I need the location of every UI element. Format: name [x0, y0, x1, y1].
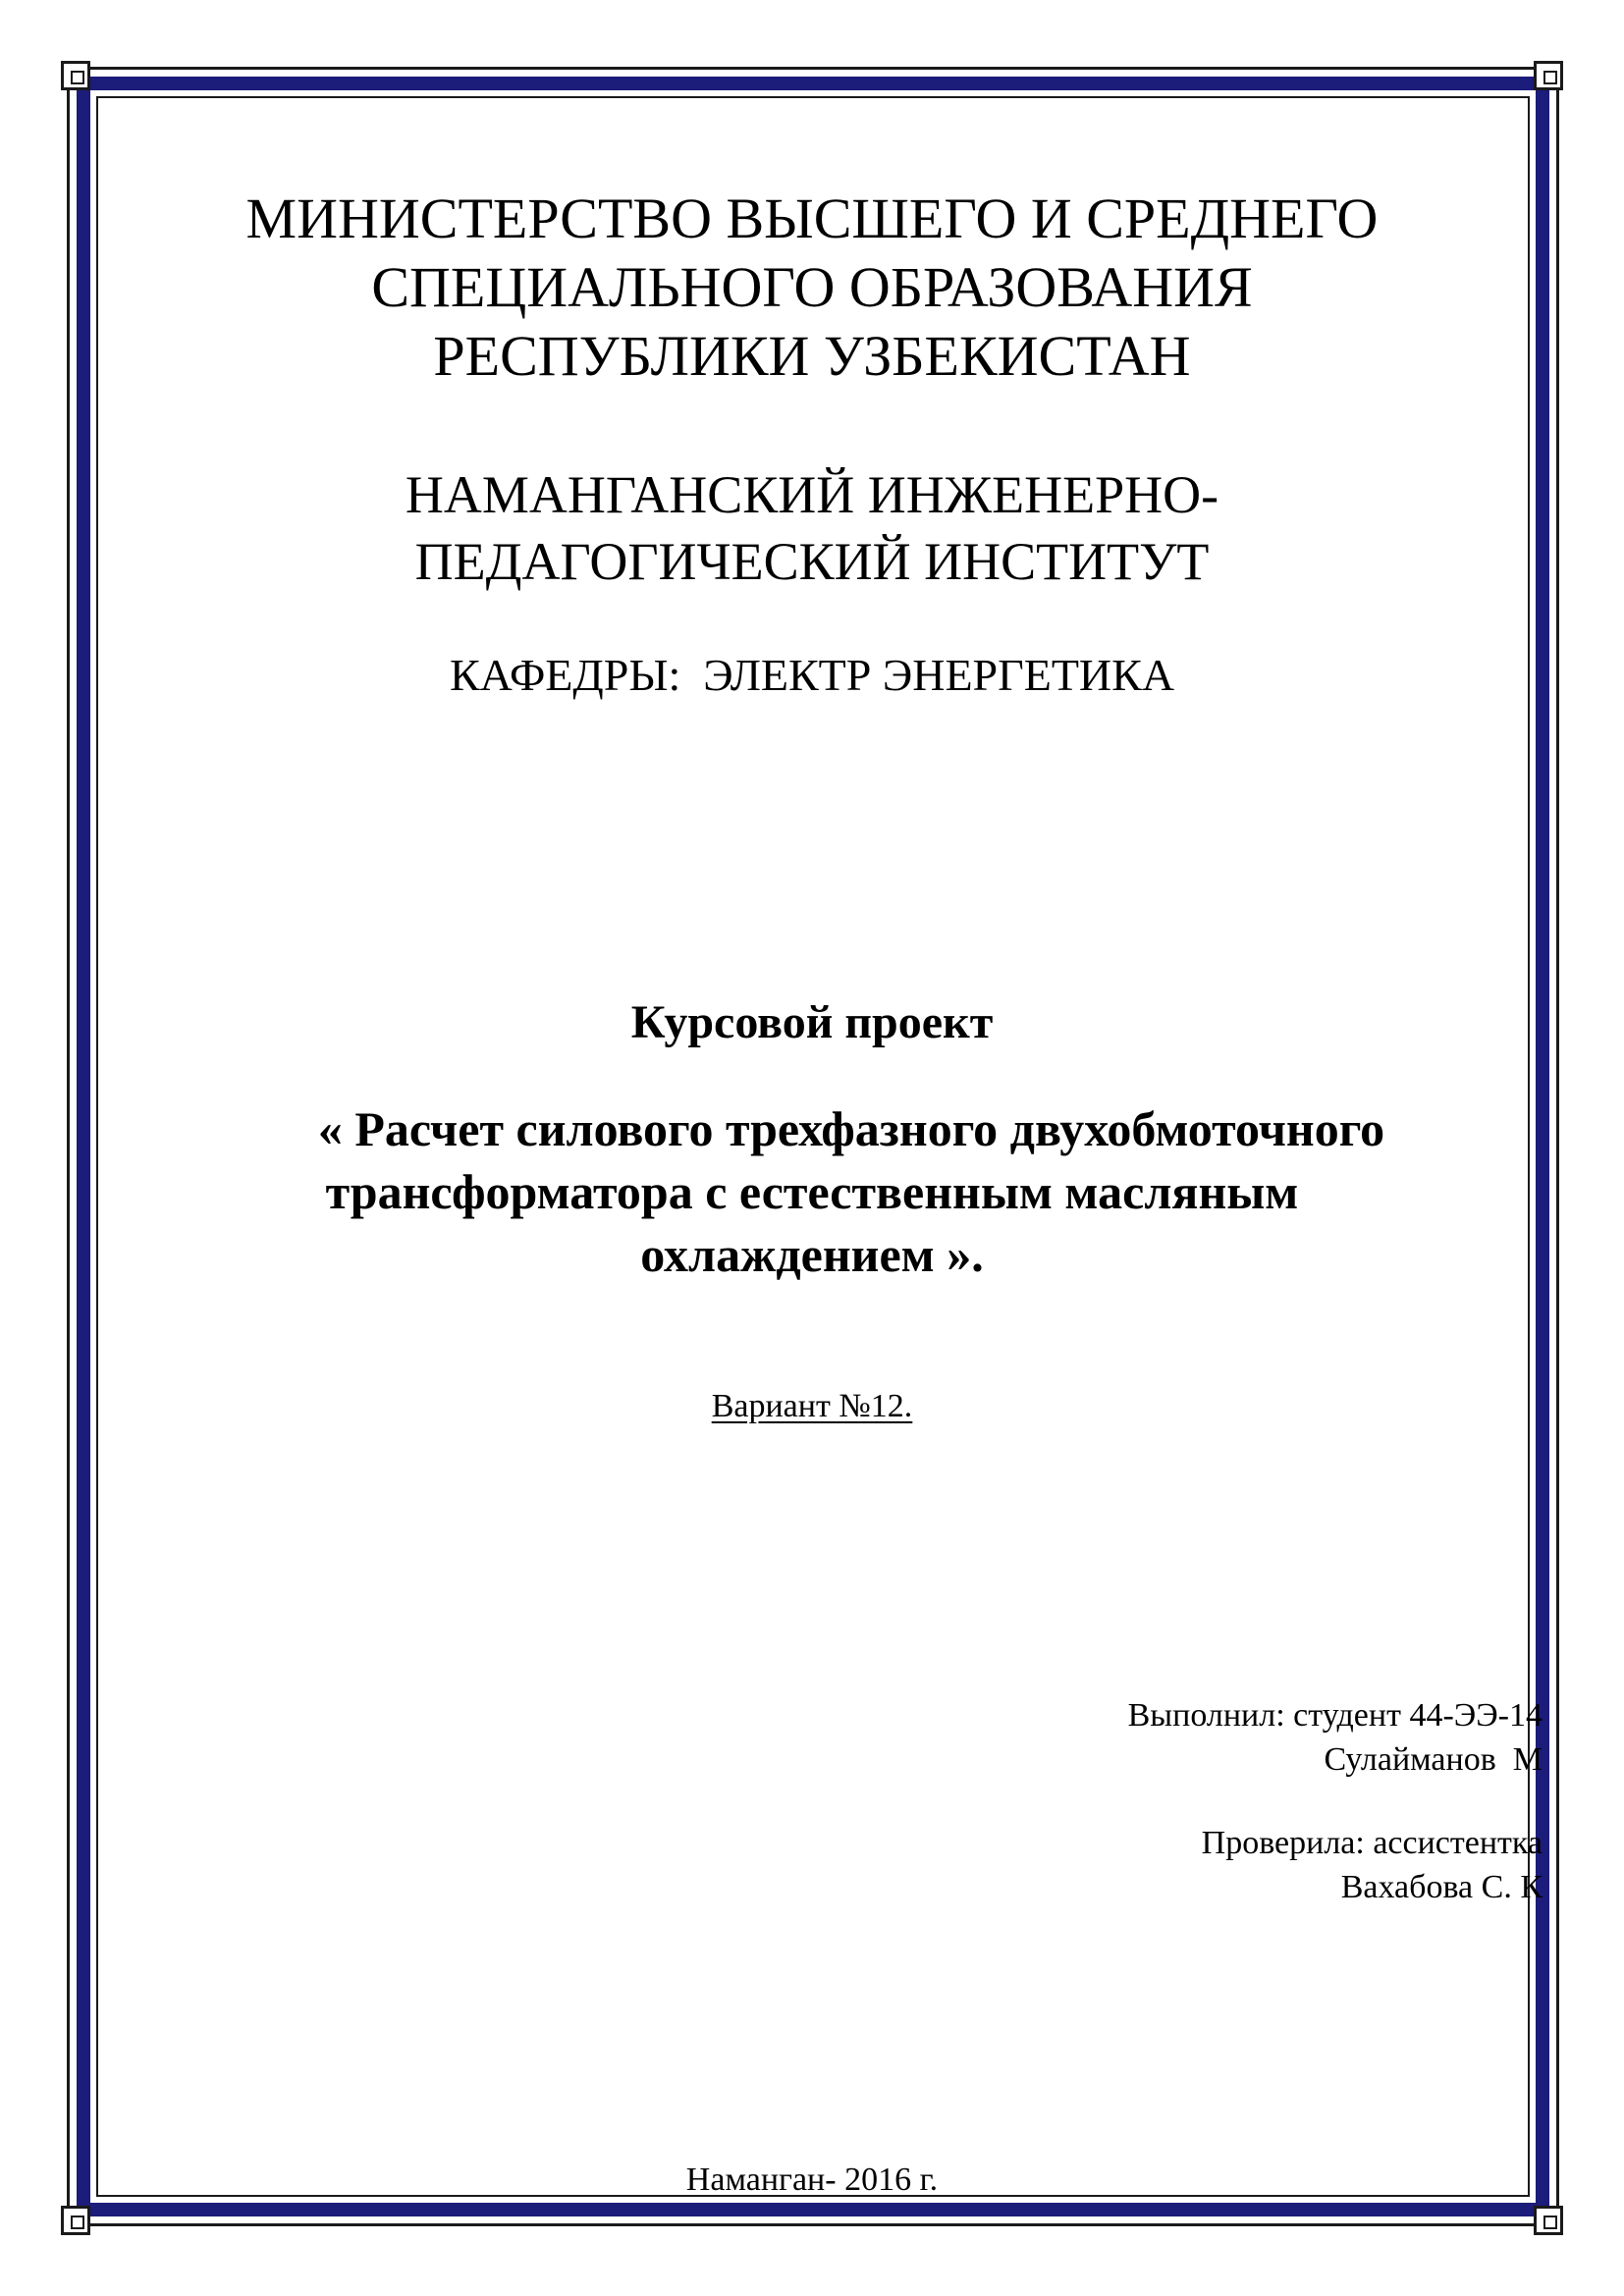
corner-ornament-bottom-right — [1534, 2206, 1563, 2235]
project-title — [0, 1097, 1624, 1286]
corner-ornament-top-left — [61, 61, 90, 90]
institute-line: НАМАНГАНСКИЙ ИНЖЕНЕРНО- — [405, 465, 1219, 524]
institute-line: ПЕДАГОГИЧЕСКИЙ ИНСТИТУТ — [414, 532, 1210, 591]
project-title-line: трансформатора с естественным масляным — [325, 1164, 1299, 1219]
ministry-line: СПЕЦИАЛЬНОГО ОБРАЗОВАНИЯ — [371, 255, 1253, 319]
signature-spacer — [834, 1782, 1521, 1821]
project-title-line: « Расчет силового трехфазного двухобмоточного — [317, 1101, 1385, 1156]
ministry-line: РЕСПУБЛИКИ УЗБЕКИСТАН — [433, 324, 1191, 388]
corner-ornament-top-right — [1534, 61, 1563, 90]
project-type-label: Курсовой проект — [630, 996, 994, 1048]
performed-by-label: Выполнил: студент 44-ЭЭ-14 — [1127, 1697, 1543, 1734]
student-name: Сулайманов М — [1324, 1741, 1543, 1778]
department-label: КАФЕДРЫ: ЭЛЕКТР ЭНЕРГЕТИКА — [449, 650, 1175, 700]
variant-label — [0, 1386, 1624, 1427]
project-type-title — [0, 993, 1624, 1052]
ministry-heading — [0, 185, 1624, 391]
department-heading — [0, 648, 1624, 703]
corner-ornament-bottom-left — [61, 2206, 90, 2235]
checked-by-label: Проверила: ассистентка — [1201, 1825, 1543, 1861]
project-title-line: охлаждением ». — [640, 1227, 984, 1282]
city-year-footer — [0, 2160, 1624, 2201]
ministry-line: МИНИСТЕРСТВО ВЫСШЕГО И СРЕДНЕГО — [245, 187, 1379, 250]
signature-block — [834, 1693, 1543, 2017]
checker-name: Вахабова С. К — [1340, 1869, 1543, 1905]
variant-number: Вариант №12. — [711, 1388, 913, 1424]
city-year-label: Наманган- 2016 г. — [685, 2162, 939, 2198]
institute-heading — [0, 461, 1624, 595]
